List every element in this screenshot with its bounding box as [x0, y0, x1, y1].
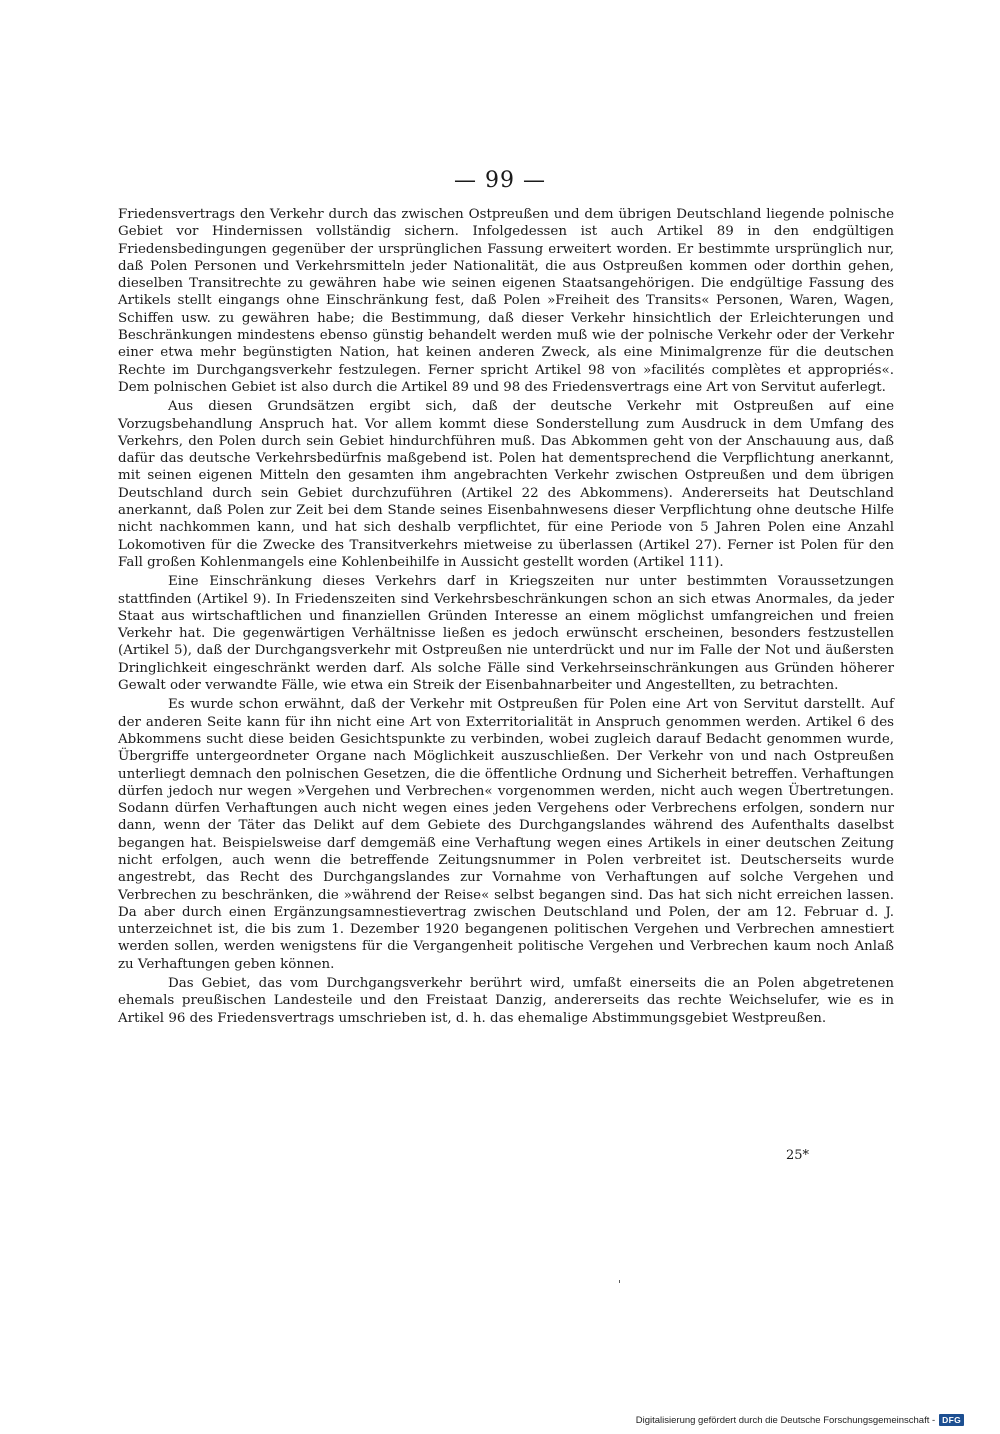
page-number: — 99 — — [454, 168, 546, 193]
paragraph-1: Friedensvertrags den Verkehr durch das zwischen Ostpreußen und dem übrigen Deutschland liegende polnische Gebiet vor Hindernissen vollständig sichern. Infolgedessen ist auch Artikel 89 in den endgültigen Friedensbedingungen gegenüber der ursprünglichen Fassung erweitert worden. Er bestimmte ursprünglich nur, daß Polen Personen und Verkehrsmitteln jeder Nationalität, die aus Ostpreußen kommen oder dorthin gehen, dieselben Transitrechte zu gewähren habe wie seinen eigenen Staatsangehörigen. Die endgültige Fassung des Artikels stellt eingangs ohne Einschränkung fest, daß Polen »Freiheit des Transits« Personen, Waren, Wagen, Schiffen usw. zu gewähren habe; die Bestimmung, daß dieser Verkehr hinsichtlich der Erleichterungen und Beschränkungen mindestens ebenso günstig behandelt werden muß wie der polnische Verkehr oder der Verkehr einer etwa mehr begünstigten Nation, hat keinen anderen Zweck, als eine Minimalgrenze für die deutschen Rechte im Durchgangsverkehr festzulegen. Ferner spricht Artikel 98 von »facilités complètes et appropriés«. Dem polnischen Gebiet ist also durch die Artikel 89 und 98 des Friedensvertrags eine Art von Servitut auferlegt. — [118, 207, 894, 395]
credit-text: Digitalisierung gefördert durch die Deutsche Forschungsgemeinschaft - — [635, 1414, 936, 1426]
digitization-credit — [636, 1414, 964, 1426]
paragraph-4: Es wurde schon erwähnt, daß der Verkehr mit Ostpreußen für Polen eine Art von Servitut darstellt. Auf der anderen Seite kann für ihn nicht eine Art von Exterritorialität in Anspruch genommen werden. Artikel 6 des Abkommens sucht diese beiden Gesichtspunkte zu verbinden, wobei zugleich darauf Bedacht genommen wurde, Übergriffe untergeordneter Organe nach Möglichkeit auszuschließen. Der Verkehr von und nach Ostpreußen unterliegt demnach den polnischen Gesetzen, die die öffentliche Ordnung und Sicherheit betreffen. Verhaftungen dürfen jedoch nur wegen »Vergehen und Verbrechen« vorgenommen werden, nicht auch wegen Übertretungen. Sodann dürfen Verhaftungen auch nicht wegen eines jeden Vergehens oder Verbrechens erfolgen, sondern nur dann, wenn der Täter das Delikt auf dem Gebiete des Durchgangslandes während des Aufenthalts daselbst begangen hat. Beispielsweise darf demgemäß eine Verhaftung wegen eines Artikels in einer deutschen Zeitung nicht erfolgen, auch wenn die betreffende Zeitungsnummer in Polen verbreitet ist. Deutscherseits wurde angestrebt, das Recht des Durchgangslandes zur Vornahme von Verhaftungen auf solche Vergehen und Verbrechen zu beschränken, die »während der Reise« selbst begangen sind. Das hat sich nicht erreichen lassen. Da aber durch einen Ergänzungsamnestievertrag zwischen Deutschland und Polen, der am 12. Februar d. J. unterzeichnet ist, die bis zum 1. Dezember 1920 begangenen politischen Vergehen und Verbrechen amnestiert werden sollen, werden wenigstens für die Vergangenheit politische Vergehen und Verbrechen kaum noch Anlaß zu Verhaftungen geben können. — [118, 697, 894, 972]
dfg-logo: DFG — [939, 1414, 964, 1426]
body-text — [118, 206, 894, 1029]
paragraph-5: Das Gebiet, das vom Durchgangsverkehr berührt wird, umfaßt einerseits die an Polen abgetretenen ehemals preußischen Landesteile und den Freistaat Danzig, andererseits das rechte Weichselufer, wie es in Artikel 96 des Friedensvertrags umschrieben ist, d. h. das ehemalige Abstimmungsgebiet Westpreußen. — [118, 976, 894, 1026]
paragraph-3: Eine Einschränkung dieses Verkehrs darf in Kriegszeiten nur unter bestimmten Voraussetzungen stattfinden (Artikel 9). In Friedenszeiten sind Verkehrsbeschränkungen schon an sich etwas Anormales, da jeder Staat aus wirtschaftlichen und finanziellen Gründen Interesse an einem möglichst umfangreichen und freien Verkehr hat. Die gegenwärtigen Verhältnisse ließen es jedoch erwünscht erscheinen, besonders festzustellen (Artikel 5), daß der Durchgangsverkehr mit Ostpreußen nie unterdrückt und nur im Falle der Not und äußersten Dringlichkeit eingeschränkt werden darf. Als solche Fälle sind Verkehrseinschränkungen aus Gründen höherer Gewalt oder verwandte Fälle, wie etwa ein Streik der Eisenbahnarbeiter und Angestellten, zu betrachten. — [118, 574, 894, 694]
stray-mark: ' — [618, 1278, 622, 1291]
sheet-signature: 25* — [786, 1148, 810, 1163]
paragraph-2: Aus diesen Grundsätzen ergibt sich, daß der deutsche Verkehr mit Ostpreußen auf eine Vorzugsbehandlung Anspruch hat. Vor allem kommt diese Sonderstellung zum Ausdruck in dem Umfang des Verkehrs, den Polen durch sein Gebiet hindurchführen muß. Das Abkommen geht von der Anschauung aus, daß dafür das deutsche Verkehrsbedürfnis maßgebend ist. Polen hat dementsprechend die Verpflichtung anerkannt, mit seinen eigenen Mitteln den gesamten ihm angebrachten Verkehr zwischen Ostpreußen und dem übrigen Deutschland durch sein Gebiet durchzuführen (Artikel 22 des Abkommens). Andererseits hat Deutschland anerkannt, daß Polen zur Zeit bei dem Stande seines Eisenbahnwesens dieser Verpflichtung ohne deutsche Hilfe nicht nachkommen kann, und hat sich deshalb verpflichtet, für eine Periode von 5 Jahren Polen eine Anzahl Lokomotiven für die Zwecke des Transitverkehrs mietweise zu überlassen (Artikel 27). Ferner ist Polen für den Fall großen Kohlenmangels eine Kohlenbeihilfe in Aussicht gestellt worden (Artikel 111). — [118, 399, 894, 570]
